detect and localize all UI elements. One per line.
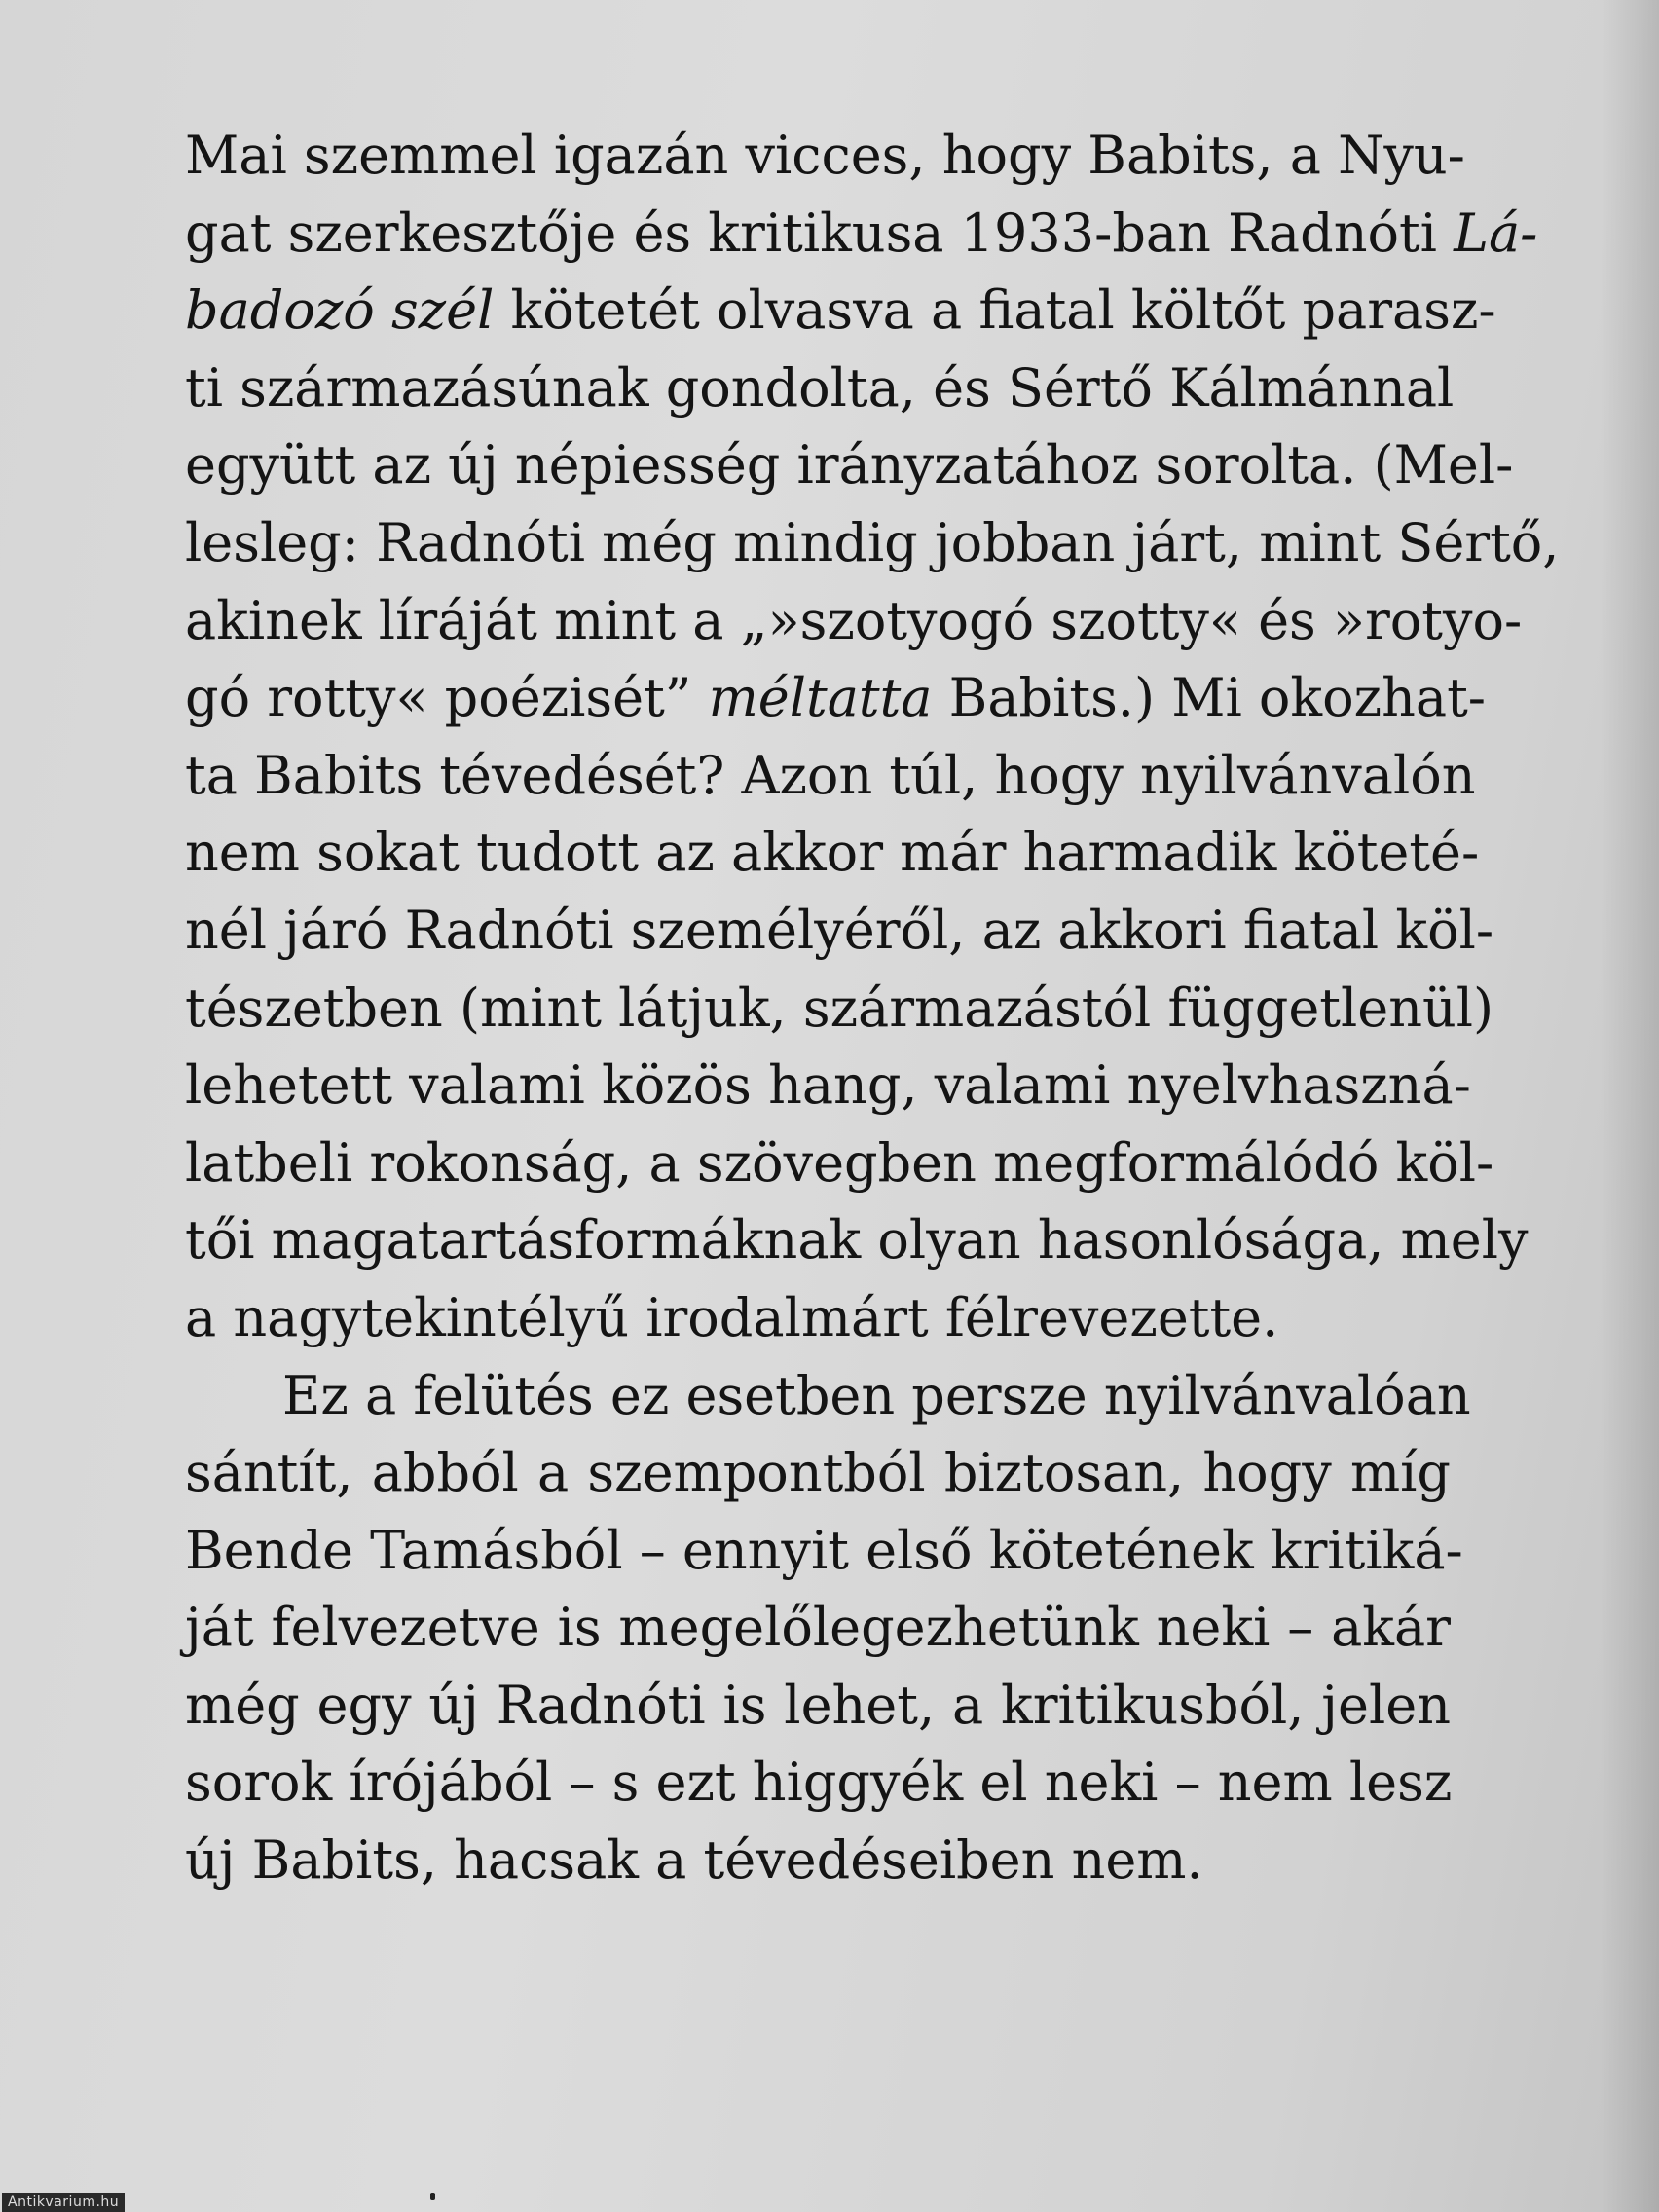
- text-line: új Babits, hacsak a tévedéseiben nem.: [185, 1829, 1203, 1892]
- text-line: Mai szemmel igazán vicces, hogy Babits, a Nyu-: [185, 125, 1465, 186]
- paragraph-1: [185, 117, 1560, 1357]
- text-line: ta Babits tévedését? Azon túl, hogy nyilvánvalón: [185, 744, 1476, 806]
- text-line: latbeli rokonság, a szövegben megformálódó köl-: [185, 1131, 1494, 1194]
- text-line: együtt az új népiesség irányzatához sorolta. (Mel-: [185, 434, 1514, 497]
- text-line: a nagytekintélyű irodalmárt félrevezette.: [185, 1286, 1279, 1348]
- text-line: még egy új Radnóti is lehet, a kritikusból, jelen: [185, 1674, 1451, 1736]
- page-edge-shadow: [1601, 0, 1659, 2212]
- text-line: gat szerkesztője és kritikusa 1933-ban Radnóti Lá-: [185, 202, 1538, 264]
- text-line: lehetett valami közös hang, valami nyelvhaszná-: [185, 1054, 1471, 1117]
- body-text: [185, 117, 1560, 1899]
- text-line: tészetben (mint látjuk, származástól függetlenül): [185, 977, 1494, 1039]
- text-line: sántít, abból a szempontból biztosan, hogy míg: [185, 1442, 1451, 1504]
- watermark: Antikvarium.hu: [2, 2193, 125, 2212]
- text-line: badozó szél kötetét olvasva a fiatal költőt parasz-: [185, 279, 1496, 342]
- text-line: Bende Tamásból – ennyit első kötetének kritiká-: [185, 1519, 1463, 1581]
- text-line: lesleg: Radnóti még mindig jobban járt, mint Sértő,: [185, 511, 1560, 573]
- text-line: Ez a felütés ez esetben persze nyilvánvalóan: [282, 1364, 1471, 1426]
- text-line: ti származásúnak gondolta, és Sértő Kálmánnal: [185, 356, 1455, 419]
- text-line: nem sokat tudott az akkor már harmadik köteté-: [185, 822, 1480, 884]
- text-line: ját felvezetve is megelőlegezhetünk neki – akár: [185, 1597, 1451, 1659]
- text-line: nél járó Radnóti személyéről, az akkori fiatal köl-: [185, 899, 1494, 961]
- text-line: akinek líráját mint a „»szotyogó szotty« és »rotyo-: [185, 589, 1523, 651]
- text-line: gó rotty« poézisét” méltatta Babits.) Mi okozhat-: [185, 667, 1487, 729]
- ink-speck: [430, 2193, 435, 2200]
- paragraph-2: [185, 1357, 1471, 1899]
- text-line: sorok írójából – s ezt higgyék el neki – nem lesz: [185, 1751, 1453, 1814]
- text-line: tői magatartásformáknak olyan hasonlósága, mely: [185, 1209, 1529, 1272]
